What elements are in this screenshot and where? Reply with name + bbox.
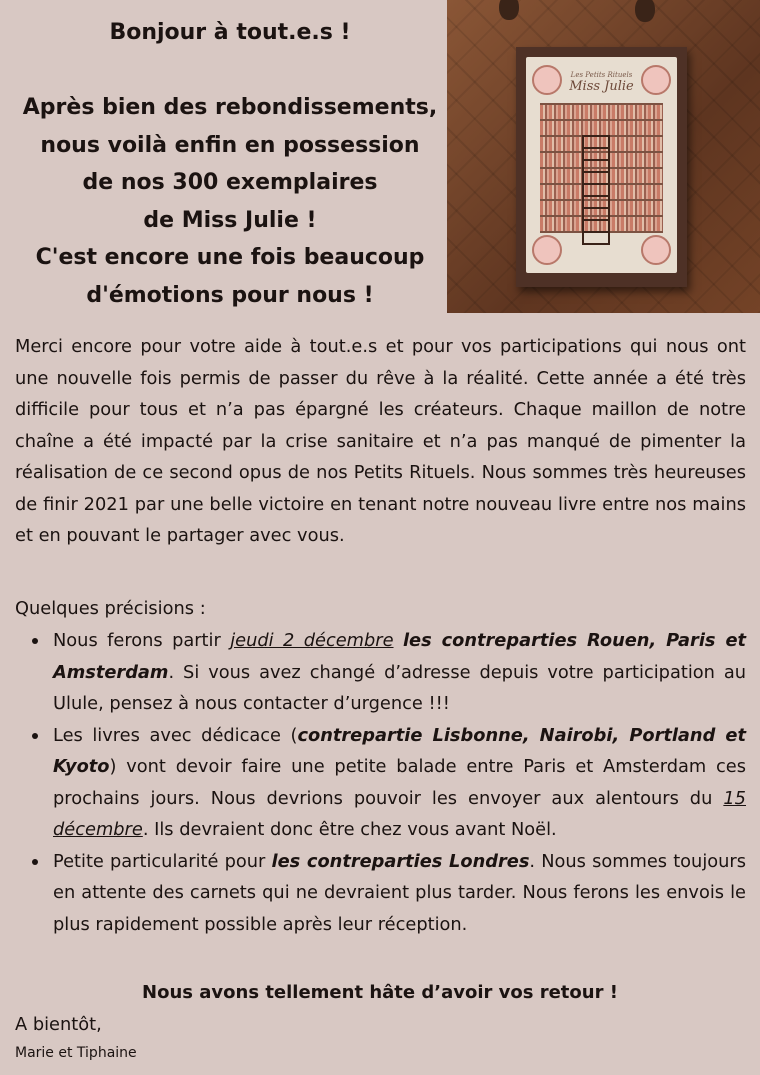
medallion-decoration: [641, 235, 671, 265]
medallion-decoration: [641, 65, 671, 95]
heading-line: de nos 300 exemplaires: [82, 170, 378, 195]
heading-spacer: [0, 52, 460, 90]
signature: Marie et Tiphaine: [15, 1045, 137, 1061]
item-text: . Si vous avez changé d’adresse depuis votre participation au Ulule, pensez à nous contacter d’urgence !!!: [53, 661, 746, 714]
pine-cone-decoration: [499, 0, 519, 20]
closing-line: Nous avons tellement hâte d’avoir vos retour !: [142, 982, 618, 1003]
book-cover: [516, 47, 687, 287]
precisions-list: [15, 625, 746, 940]
greeting: Bonjour à tout.e.s !: [109, 20, 351, 45]
item-text: Petite particularité pour: [53, 850, 272, 872]
book-photo: [447, 0, 760, 313]
item-text: . Nous sommes toujours en attente des carnets qui ne devraient plus tarder. Nous ferons les envois le plus rapidement possible après leur réception.: [53, 850, 746, 935]
ladder-illustration: [582, 135, 610, 245]
reward-highlight: les contreparties Londres: [271, 850, 530, 872]
intro-paragraph: Merci encore pour votre aide à tout.e.s et pour vos participations qui nous ont une nouvelle fois permis de passer du rêve à la réalité. Cette année a été très difficile pour tous et n’a pas épargné les créateurs. Chaque maillon de notre chaîne a été impacté par la crise sanitaire et n’a pas manqué de pimenter la réalisation de ce second opus de nos Petits Rituels. Nous sommes très heureuses de finir 2021 par une belle victoire en tenant notre nouveau livre entre nos mains et en pouvant le partager avec vous.: [15, 336, 746, 546]
list-item: [53, 720, 746, 846]
precisions-label: Quelques précisions :: [15, 598, 206, 619]
list-item: [53, 625, 746, 720]
item-text: . Ils devraient donc être chez vous avant Noël.: [142, 819, 557, 840]
medallion-decoration: [532, 235, 562, 265]
heading-line: C'est encore une fois beaucoup: [35, 245, 425, 270]
item-text: ) vont devoir faire une petite balade entre Paris et Amsterdam ces prochains jours. Nous devrions pouvoir les envoyer aux alentours du: [53, 756, 746, 809]
book-cover-art: [526, 57, 677, 273]
book-title: Miss Julie: [569, 79, 634, 94]
book-series: Les Petits Rituels: [570, 71, 633, 79]
heading-line: nous voilà enfin en possession: [40, 132, 420, 158]
item-text: Les livres avec dédicace (: [53, 724, 298, 746]
list-item: [53, 846, 746, 941]
heading: [0, 14, 460, 314]
medallion-decoration: [532, 65, 562, 95]
farewell: A bientôt,: [15, 1014, 102, 1035]
reward-highlight: contrepartie Lisbonne, Nairobi, Portland et Kyoto: [53, 724, 746, 777]
item-text: [394, 630, 403, 651]
heading-line: Après bien des rebondissements,: [22, 95, 438, 120]
date-highlight: jeudi 2 décembre: [230, 630, 394, 651]
date-highlight: 15 décembre: [53, 787, 746, 840]
item-text: Nous ferons partir: [53, 630, 231, 651]
heading-line: de Miss Julie !: [143, 207, 317, 233]
heading-line: d'émotions pour nous !: [86, 282, 374, 308]
reward-highlight: les contreparties Rouen, Paris et Amsterdam: [53, 630, 747, 683]
pine-cone-decoration: [635, 0, 655, 22]
